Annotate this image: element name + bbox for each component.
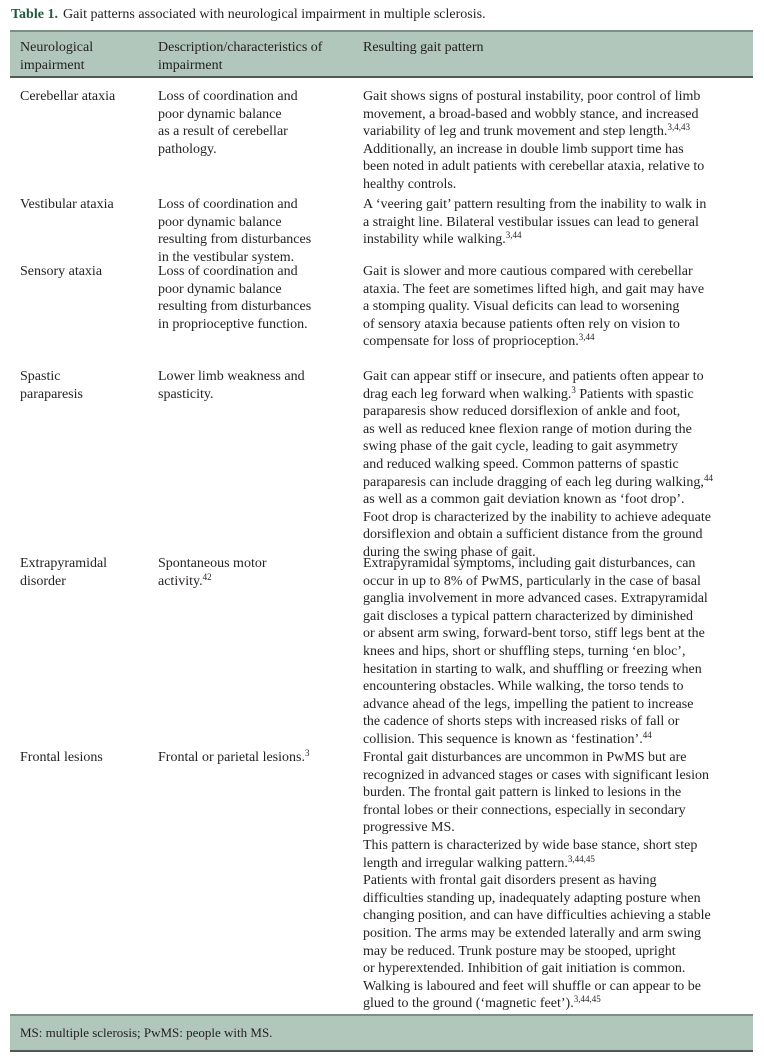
table-footnote (10, 1014, 753, 1052)
header-neurological-impairment: Neurological impairment (20, 40, 94, 73)
citation-ref: 44 (642, 729, 652, 740)
cell-impairment: Frontal lesions (20, 750, 103, 765)
citation-ref: 44 (703, 472, 713, 483)
cell-description: Frontal or parietal lesions.$^3$ (158, 748, 310, 765)
citation-ref: 3,44,45 (567, 853, 595, 864)
gait-patterns-table (10, 30, 753, 1040)
cell-gait-pattern: Gait can appear stiff or insecure, and patients often appear to drag each leg forward when walking.$^3$ Patients with spastic paraparesis show reduced dorsiflexion of ankle and foot, as well as reduced knee flexion range of motion during the swing phase of the gait cycle, leading to gait asymmetry and reduced walking speed. Common patterns of spastic paraparesis can include dragging of each leg during walking,$^{44}$ as well as a common gait deviation known as ‘foot drop’. Foot drop is characterized by the inability to achieve adequate dorsiflexion and obtain a sufficient distance from the ground during the swing phase of gait. (363, 369, 713, 560)
table-title: Gait patterns associated with neurological impairment in multiple sclerosis. (62, 7, 486, 22)
cell-impairment: Vestibular ataxia (20, 197, 114, 212)
cell-gait-pattern: Extrapyramidal symptoms, including gait disturbances, can occur in up to 8% of PwMS, particularly in the case of basal ganglia involvement in more advanced cases. Extrapyramidal gait discloses a typical pattern characterized by diminished or absent arm swing, forward-bent torso, stiff legs bent at the knees and hips, short or shuffling steps, turning ‘en bloc’, hesitation in starting to walk, and shuffling or freezing when encountering obstacles. While walking, the torso tends to advance ahead of the legs, impelling the patient to increase the cadence of shorts steps with increased risks of fall or collision. This sequence is known as ‘festination’.$^{44}$ (363, 556, 708, 747)
cell-impairment: Spastic paraparesis (20, 369, 83, 402)
citation-ref: 3 (571, 384, 576, 395)
citation-ref: 3,44 (505, 230, 522, 241)
cell-impairment: Sensory ataxia (20, 264, 103, 279)
cell-gait-pattern: Gait shows signs of postural instability, poor control of limb movement, a broad-based and wobbly stance, and increased variability of leg and trunk movement and step length.$^{3,4,43}$ Additionally, an increase in double limb support time has been noted in adult patients with cerebellar ataxia, relative to healthy controls. (363, 89, 705, 192)
cell-gait-pattern: Gait is slower and more cautious compared with cerebellar ataxia. The feet are sometimes lifted high, and gait may have a stomping quality. Visual deficits can lead to worsening of sensory ataxia because patients often rely on vision to compensate for loss of proprioception.$^{3,44}$ (363, 264, 705, 350)
cell-description: Spontaneous motor activity.$^{42}$ (158, 556, 267, 589)
cell-description: Loss of coordination and poor dynamic balance resulting from disturbances in proprioceptive function. (158, 264, 312, 332)
footnote-text: MS: multiple sclerosis; PwMS: people with MS. (20, 1025, 273, 1040)
cell-description: Lower limb weakness and spasticity. (158, 369, 305, 402)
cell-gait-pattern: A ‘veering gait’ pattern resulting from the inability to walk in a straight line. Bilateral vestibular issues can lead to general instability while walking.$^{3,44}$ (363, 197, 707, 248)
citation-ref: 3,44 (578, 332, 595, 343)
citation-ref: 42 (202, 571, 212, 582)
table-caption (11, 6, 486, 24)
table-label: Table 1. (11, 7, 58, 22)
table-header (10, 30, 753, 78)
citation-ref: 3,44,45 (573, 994, 601, 1005)
cell-impairment: Extrapyramidal disorder (20, 556, 108, 589)
cell-description: Loss of coordination and poor dynamic balance as a result of cerebellar pathology. (158, 89, 298, 157)
citation-ref: 3 (304, 748, 310, 758)
cell-impairment: Cerebellar ataxia (20, 89, 116, 104)
cell-description: Loss of coordination and poor dynamic balance resulting from disturbances in the vestibular system. (158, 197, 312, 265)
citation-ref: 3,4,43 (667, 122, 690, 133)
header-description: Description/characteristics of impairment (158, 40, 323, 73)
cell-gait-pattern: Frontal gait disturbances are uncommon in PwMS but are recognized in advanced stages or cases with significant lesion burden. The frontal gait pattern is linked to lesions in the frontal lobes or their connections, especially in secondary progressive MS. This pattern is characterized by wide base stance, short step length and irregular walking pattern.$^{3,44,45}$ Patients with frontal gait disorders present as having difficulties standing up, inadequately adapting posture when changing position, and can have difficulties achieving a stable position. The arms may be extended laterally and arm swing may be reduced. Trunk posture may be stooped, upright or hyperextended. Inhibition of gait initiation is common. Walking is laboured and feet will shuffle or can appear to be glued to the ground (‘magnetic feet’).$^{3,44,45}$ (363, 750, 711, 1012)
header-resulting-gait-pattern: Resulting gait pattern (363, 40, 484, 55)
